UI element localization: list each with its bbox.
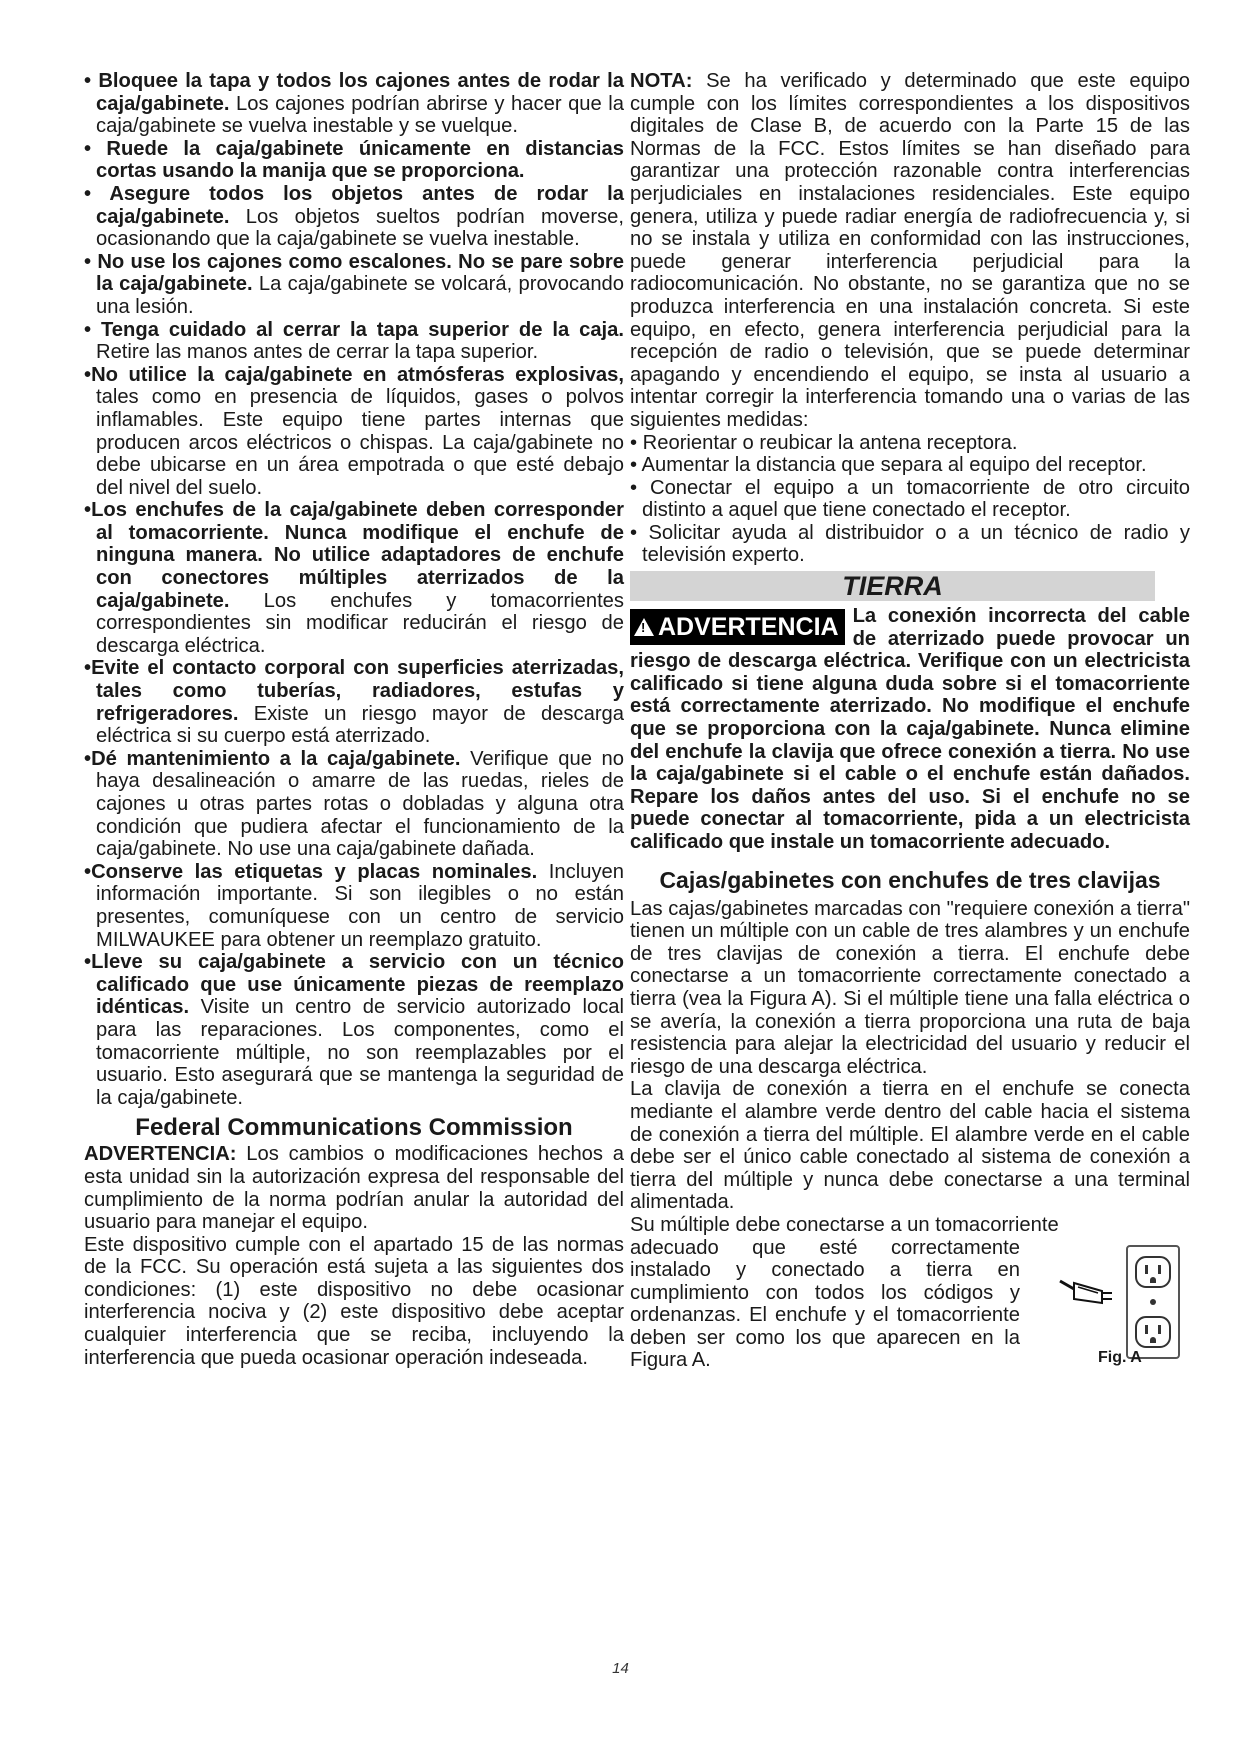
safety-bullet [84, 951, 624, 1109]
bullet-text: La caja/gabinete se volcará, provocando una lesión. [96, 273, 624, 318]
safety-bullet [84, 499, 624, 657]
measure-item: • Aumentar la distancia que separa al equipo del receptor. [630, 454, 1147, 477]
three-prong-p3-wrapped: adecuado que esté correctamente instalado y conectado a tierra en cumplimiento con todos los códigos y ordenanzas. El enchufe y el tomacorriente deben ser como los que aparecen en la Figura A. [630, 1236, 1020, 1372]
measure-item: • Reorientar o reubicar la antena receptora. [630, 431, 1018, 454]
safety-bullet [84, 748, 624, 861]
figure-a [1040, 1239, 1170, 1369]
bullet-text: Los objetos sueltos podrían moverse, ocasionando que la caja/gabinete se vuelva inestable. [96, 205, 624, 251]
bullet-bold: • No use los cajones como escalones. No se pare sobre la caja/gabinete. [84, 250, 624, 296]
warning-triangle-icon: ! [634, 618, 654, 636]
bullet-bold: • Asegure todos los objetos antes de rodar la caja/gabinete. [84, 182, 624, 228]
bullet-bold: • Tenga cuidado al cerrar la tapa superior de la caja. [84, 318, 624, 341]
bullet-bold: • Bloquee la tapa y todos los cajones antes de rodar la caja/gabinete. [84, 70, 624, 115]
figure-label: Fig. A [1098, 1348, 1142, 1366]
bullet-bold: •Dé mantenimiento a la caja/gabinete. [84, 747, 461, 770]
bullet-bold: •Conserve las etiquetas y placas nominales. [84, 860, 538, 883]
warning-badge-label: ADVERTENCIA [658, 613, 839, 642]
safety-bullet [84, 861, 624, 951]
safety-bullet [84, 70, 624, 138]
warning-text: La conexión incorrecta del cable de aterrizado puede provocar un riesgo de descarga eléctrica. Verifique con un electricista calificado si tiene alguna duda sobre si el tomacorriente está correctamente aterrizado. No modifique el enchufe que se proporciona con la caja/gabinete. Nunca elimine del enchufe la clavija que ofrece conexión a tierra. No use la caja/gabinete si el cable o el enchufe están dañados. Repare los daños antes del uso. Si el enchufe no se puede conectar al tomacorriente, pida a un electricista calificado que instale un tomacorriente adecuado. [630, 605, 1190, 853]
three-prong-p2: La clavija de conexión a tierra en el enchufe se conecta mediante el alambre verde dentro del cable hacia el sistema de conexión a tierra del múltiple. El alambre verde en el cable debe ser el único cable conectado al sistema de conexión a tierra del múltiple y nunca debe conectarse a una terminal alimentada. [630, 1078, 1190, 1214]
section-band-tierra: TIERRA [630, 571, 1155, 601]
safety-bullet [84, 183, 624, 251]
safety-bullet [84, 319, 624, 364]
three-prong-subheading: Cajas/gabinetes con enchufes de tres clavijas [659, 866, 1161, 893]
bullet-bold: • Ruede la caja/gabinete únicamente en distancias cortas usando la manija que se proporciona. [84, 137, 624, 183]
three-prong-p1: Las cajas/gabinetes marcadas con "requiere conexión a tierra" tienen un múltiple con un cable de tres alambres y un enchufe de tres clavijas de conexión a tierra. El enchufe debe conectarse a un tomacorriente correctamente conectado a tierra (vea la Figura A). Si el múltiple tiene una falla eléctrica o se avería, la conexión a tierra proporciona una ruta de baja resistencia para alejar la electricidad del usuario y reducir el riesgo de una descarga eléctrica. [630, 897, 1190, 1078]
bullet-text: Incluyen información importante. Si son ilegibles o no están presentes, comuníquese con un centro de servicio MILWAUKEE para obtener un reemplazo gratuito. [96, 860, 624, 951]
bullet-text: Existe un riesgo mayor de descarga eléctrica si su cuerpo está aterrizado. [96, 702, 624, 748]
nota-label: NOTA: [630, 70, 693, 92]
bullet-text: Los enchufes y tomacorrientes correspondientes sin modificar reducirán el riesgo de descarga eléctrica. [96, 589, 624, 657]
bullet-text: Retire las manos antes de cerrar la tapa superior. [96, 341, 539, 364]
fcc-warning [84, 1143, 624, 1233]
warning-badge [630, 609, 845, 645]
measure-item: • Solicitar ayuda al distribuidor o a un técnico de radio y televisión experto. [630, 521, 1190, 567]
nota-paragraph [630, 70, 1190, 432]
safety-bullet [84, 364, 624, 500]
left-column [84, 70, 624, 1369]
fcc-heading: Federal Communications Commission [135, 1114, 573, 1142]
measures-list [630, 432, 1190, 568]
bullet-text: Visite un centro de servicio autorizado local para las reparaciones. Los componentes, como el tomacorriente múltiple, no son reemplazables por el usuario. Esto asegurará que se mantenga la seguridad de la caja/gabinete. [96, 996, 624, 1109]
safety-bullet [84, 251, 624, 319]
grounding-warning [630, 605, 1190, 854]
bullet-bold: •No utilice la caja/gabinete en atmósferas explosivas, [84, 363, 624, 386]
bullet-bold: •Lleve su caja/gabinete a servicio con un técnico calificado que use únicamente piezas de reemplazo idénticas. [84, 951, 624, 1019]
bullet-bold: •Los enchufes de la caja/gabinete deben corresponder al tomacorriente. Nunca modifique el enchufe de ninguna manera. No utilice adaptadores de enchufe con conectores múltiples aterrizados de la caja/gabinete. [84, 499, 624, 612]
fcc-part15: Este dispositivo cumple con el apartado 15 de las normas de la FCC. Su operación está sujeta a las siguientes dos condiciones: (1) este dispositivo no debe ocasionar interferencia nociva y (2) este dispositivo debe aceptar cualquier interferencia que se reciba, incluyendo la interferencia que pueda ocasionar operación indeseada. [84, 1233, 624, 1369]
page-number: 14 [612, 1660, 629, 1677]
safety-bullet [84, 138, 624, 183]
fcc-warning-text: Los cambios o modificaciones hechos a esta unidad sin la autorización expresa del responsable del cumplimiento de la norma podrían anular la autoridad del usuario para manejar el equipo. [84, 1143, 624, 1234]
outlet-icon [1126, 1245, 1180, 1359]
bullet-text: Los cajones podrían abrirse y hacer que la caja/gabinete se vuelva inestable y se vuelque. [96, 92, 624, 138]
bullet-text: tales como en presencia de líquidos, gases o polvos inflamables. Este equipo tiene partes internas que producen arcos eléctricos o chispas. La caja/gabinete no debe ubicarse en un área empotrada o que esté debajo del nivel del suelo. [96, 386, 624, 499]
three-prong-p3-start: Su múltiple debe conectarse a un tomacorriente [630, 1213, 1059, 1236]
bullet-text: Verifique que no haya desalineación o amarre de las ruedas, rieles de cajones u otras partes rotas o dobladas y alguna otra condición que pudiera afectar el funcionamiento de la caja/gabinete. No use una caja/gabinete dañada. [96, 747, 624, 861]
nota-text: Se ha verificado y determinado que este equipo cumple con los límites correspondientes a los dispositivos digitales de Clase B, de acuerdo con la Parte 15 de las Normas de la FCC. Estos límites se han diseñado para garantizar una protección razonable contra interferencias perjudiciales en instalaciones residenciales. Este equipo genera, utiliza y puede radiar energía de radiofrecuencia y, si no se instala y utiliza en conformidad con las instrucciones, puede generar interferencia perjudicial para la radiocomunicación. No obstante, no se garantiza que no se produzca interferencia en una instalación concreta. Si este equipo, en efecto, genera interferencia perjudicial para la recepción de radio o televisión, que se puede determinar apagando y encendiendo el equipo, se insta al usuario a intentar corregir la interferencia tomando una o varias de las siguientes medidas: [630, 70, 1190, 431]
measure-item: • Conectar el equipo a un tomacorriente de otro circuito distinto a aquel que tiene conectado el receptor. [630, 476, 1190, 522]
figure-row [630, 1237, 1190, 1373]
right-column [630, 70, 1190, 1372]
bullet-bold: •Evite el contacto corporal con superficies aterrizadas, tales como tuberías, radiadores, estufas y refrigeradores. [84, 657, 624, 725]
safety-bullet [84, 657, 624, 747]
safety-bullets [84, 70, 624, 1109]
fcc-warning-label: ADVERTENCIA: [84, 1143, 237, 1166]
